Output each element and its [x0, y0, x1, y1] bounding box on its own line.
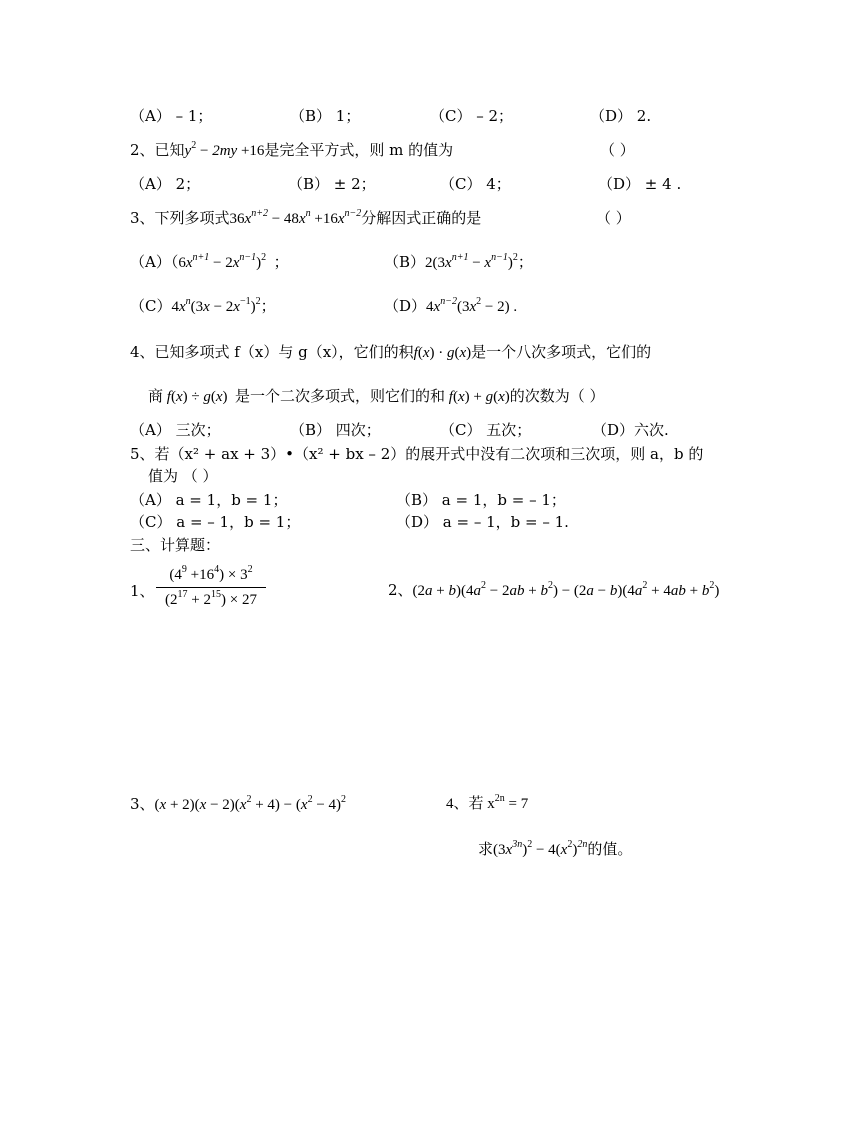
q1-option-a: （A） – 1； — [130, 107, 213, 125]
q3-option-a — [130, 252, 289, 273]
q3-prefix: 3、下列多项式 — [130, 209, 230, 227]
problem4-ask — [478, 839, 632, 860]
problem2 — [388, 580, 719, 601]
q2-answer-paren: （ ） — [600, 141, 635, 159]
q2-option-b: （B） ± 2； — [288, 175, 376, 193]
problem4-value: = 7 — [504, 796, 529, 812]
q3-option-c-label: （C） — [130, 297, 172, 315]
q2-suffix: 是完全平方式，则 m 的值为 — [264, 141, 454, 159]
problem1-fraction — [156, 564, 266, 611]
q2-option-a: （A） 2； — [130, 175, 201, 193]
q4-line2-suffix: 的次数为（ ） — [509, 387, 605, 405]
problem1-denominator: $(2^{17} + 2^{15}) \times 27$ — [165, 589, 257, 608]
q4-quotient-expr: f(x) ÷ g(x) — [163, 389, 228, 405]
problem4-condition — [446, 794, 528, 814]
q3-option-b-expr: $2(3x^{n+1} - x^{n-1})^2$； — [425, 252, 533, 271]
q3-answer-paren: （ ） — [596, 209, 631, 227]
q4-sum-expr: f(x) + g(x) — [445, 389, 510, 405]
problem4-ask-suffix: 的值。 — [587, 840, 633, 858]
problem4-exponent: 2n — [494, 793, 505, 804]
q4-line2 — [148, 386, 605, 407]
q2-expression: $y^2 - 2my +16$ — [184, 140, 265, 159]
q3-option-a-expr: $6x^{n+1} - 2x^{n-1})^2$ ； — [178, 252, 289, 271]
problem2-label: 2、 — [388, 581, 413, 599]
fraction-bar — [156, 587, 266, 588]
q4-option-b: （B） 四次； — [290, 421, 381, 439]
problem3-expression: $(x + 2)(x - 2)(x^2 + 4) - (x^2 - 4)^2$ — [154, 794, 347, 813]
q2-option-c: （C） 4； — [440, 175, 511, 193]
q3-question — [130, 208, 481, 229]
q4-product-expr: f(x) · g(x) — [413, 345, 472, 361]
q5-option-c: （C） a = – 1，b = 1； — [130, 513, 301, 531]
q4-line2-prefix: 商 — [148, 387, 164, 405]
section3-heading: 三、计算题： — [130, 536, 221, 554]
problem4-ask-prefix: 求 — [478, 840, 494, 858]
q3-expression: $36x^{n+2} - 48x^n +16x^{n-2}$ — [229, 208, 362, 227]
q5-line2: 值为 （ ） — [148, 467, 218, 485]
q2-question — [130, 140, 453, 161]
q4-line1-prefix: 4、已知多项式 f（x）与 g（x），它们的积 — [130, 343, 414, 361]
q4-line2-mid: 是一个二次多项式，则它们的和 — [235, 387, 446, 405]
problem1-numerator: $(4^9 +16^4) \times 3^2$ — [169, 564, 253, 583]
problem4-label: 4、若 x — [446, 796, 495, 812]
q3-option-d-label: （D） — [384, 297, 427, 315]
q3-option-b — [384, 252, 533, 273]
q4-line1-suffix: 是一个八次多项式，它们的 — [471, 343, 652, 361]
q1-option-c: （C） – 2； — [430, 107, 514, 125]
q1-option-d: （D） 2. — [590, 107, 652, 125]
q1-option-b: （B） 1； — [290, 107, 361, 125]
q5-option-a: （A） a = 1，b = 1； — [130, 491, 288, 509]
q3-suffix: 分解因式正确的是 — [361, 209, 482, 227]
q4-option-c: （C） 五次； — [440, 421, 532, 439]
problem2-expression: $(2a + b)(4a^2 - 2ab + b^2) - (2a - b)(4a^2 + 4ab + b^2)$ — [412, 580, 720, 599]
q3-option-c-expr: $4x^n(3x - 2x^{-1})^2$； — [171, 296, 276, 315]
q2-prefix: 2、已知 — [130, 141, 185, 159]
q3-option-c — [130, 296, 276, 317]
q4-option-d: （D）六次. — [592, 421, 669, 439]
q3-option-d — [384, 296, 517, 317]
q5-line1: 5、若（x² + ax + 3）•（x² + bx – 2）的展开式中没有二次项和三次项，则 a，b 的 — [130, 445, 704, 463]
problem4-expression: $(3x^{3n})^2 - 4(x^2)^{2n}$ — [493, 839, 588, 858]
q4-option-a: （A） 三次； — [130, 421, 221, 439]
q3-option-a-label: （A）（ — [130, 253, 179, 271]
q5-option-b: （B） a = 1，b = – 1； — [396, 491, 566, 509]
q2-option-d: （D） ± 4 . — [598, 175, 682, 193]
q3-option-d-expr: $4x^{n-2}(3x^2 - 2)$ . — [426, 296, 518, 315]
q5-option-d: （D） a = – 1，b = – 1. — [396, 513, 569, 531]
q4-line1 — [130, 342, 651, 363]
q3-option-b-label: （B） — [384, 253, 426, 271]
problem3 — [130, 794, 346, 815]
problem1-label: 1、 — [130, 582, 155, 600]
problem3-label: 3、 — [130, 795, 155, 813]
